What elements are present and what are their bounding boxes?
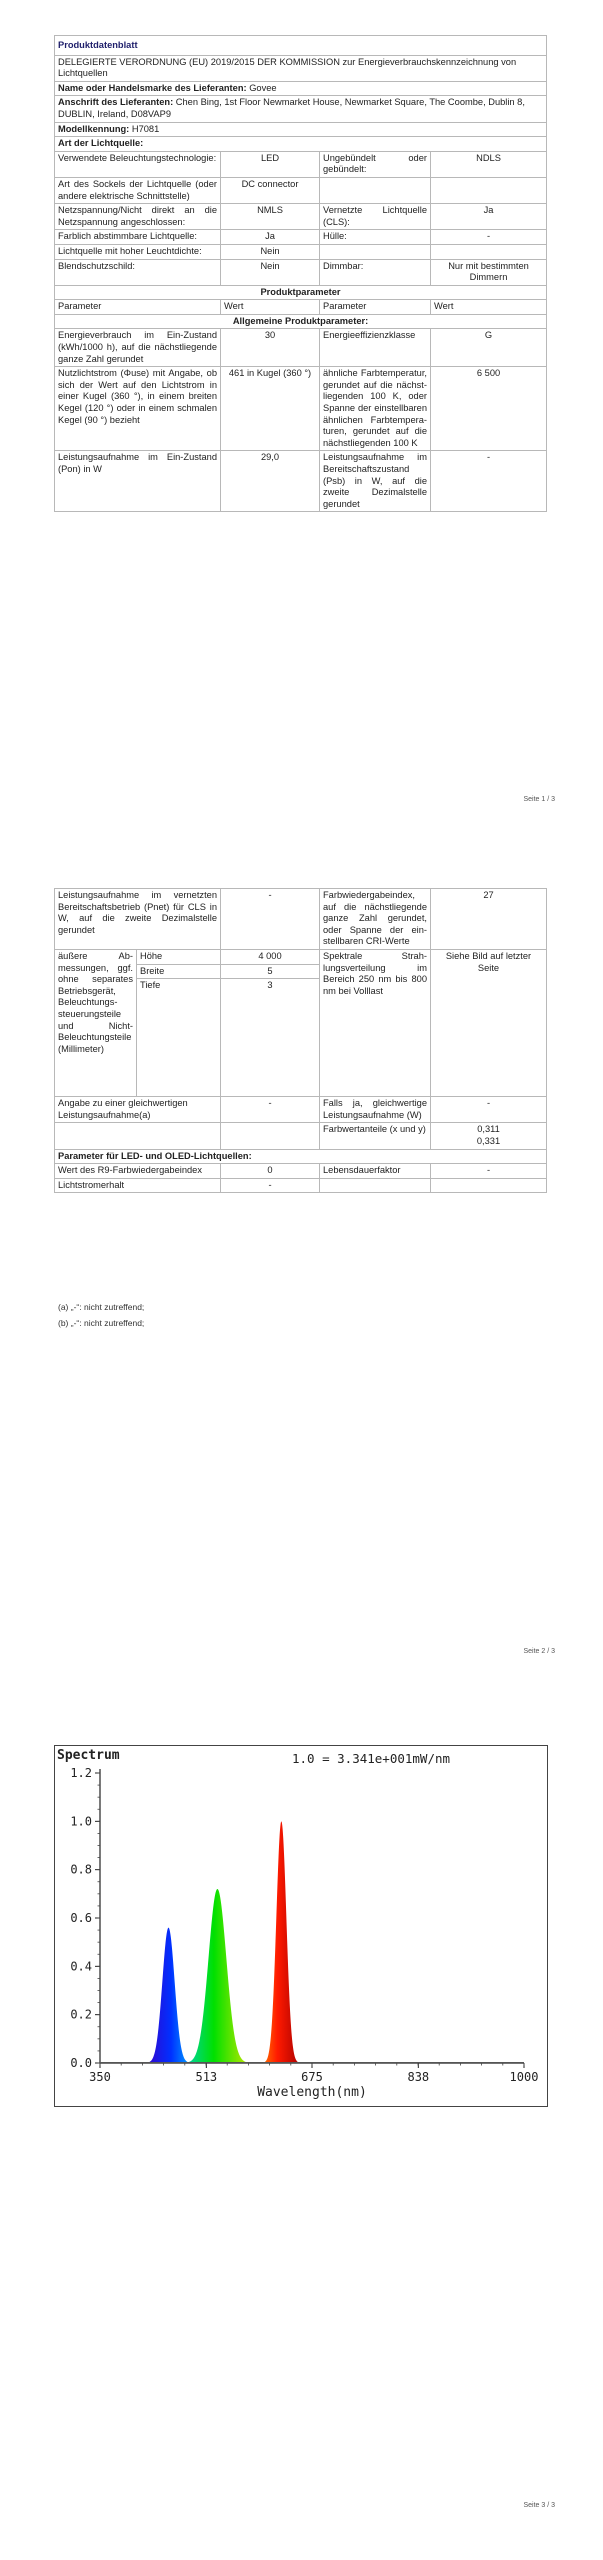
- row-label: [320, 177, 431, 203]
- param-label: Falls ja, gleichwertige Leistungsaufnahme (W): [320, 1097, 431, 1123]
- table-row: [55, 1178, 547, 1193]
- row-label: Dimmbar:: [320, 259, 431, 285]
- param-value: Siehe Bild auf letzter Seite: [431, 949, 547, 1096]
- row-value: NDLS: [431, 151, 547, 177]
- column-header: Parameter: [55, 300, 221, 315]
- row-label: Art des Sockels der Lichtquelle (oder andere elektrische Schnittstelle): [55, 177, 221, 203]
- chart-border: [55, 1746, 548, 2107]
- chart-annotation: 1.0 = 3.341e+001mW/nm: [292, 1751, 451, 1766]
- supplier-name-value: Govee: [249, 82, 277, 93]
- row-value: LED: [221, 151, 320, 177]
- row-value: Nur mit bestimmten Dimmern: [431, 259, 547, 285]
- equivalent-power-label: Angabe zu einer gleichwertigen Leistungsaufnahme(a): [58, 1098, 188, 1120]
- table-row: [55, 1164, 547, 1179]
- supplier-name-row: [55, 81, 547, 96]
- row-label: Lichtquelle mit hoher Leuchtdichte:: [55, 244, 221, 259]
- column-header: Wert: [221, 300, 320, 315]
- row-label: Blendschutzschild:: [55, 259, 221, 285]
- model-value: H7081: [131, 123, 160, 134]
- dimensions-label: äußere Abmessungen, ggf. ohne separates Betriebsgerät, Beleuchtungssteuerungsteile und Nicht-Beleuchtungsteile (Millimeter): [55, 949, 137, 1096]
- table-row: [55, 1097, 547, 1123]
- param-value: -: [221, 889, 320, 950]
- param-label: [55, 1097, 221, 1123]
- table-row: [55, 451, 547, 512]
- height-value: 4 000: [221, 949, 320, 964]
- param-label: Farbwertanteile (x und y): [320, 1123, 431, 1149]
- x-tick-label: 675: [301, 2070, 323, 2084]
- x-tick-label: 1000: [509, 2070, 539, 2084]
- param-value: -: [431, 1097, 547, 1123]
- param-label: Lichtstromerhalt: [55, 1178, 221, 1193]
- param-value: G: [431, 329, 547, 367]
- table-row: [55, 949, 547, 964]
- row-label: Farblich abstimmbare Lichtquelle:: [55, 230, 221, 245]
- y-tick-label: 0.8: [70, 1862, 92, 1877]
- depth-value: 3: [221, 979, 320, 1097]
- y-tick-label: 0.6: [70, 1911, 92, 1925]
- row-label: Netzspannung/Nicht direkt an die Netzspannung angeschlossen:: [55, 204, 221, 230]
- table-row: [55, 259, 547, 285]
- param-value: 6 500: [431, 367, 547, 451]
- table-row: [55, 1123, 547, 1149]
- page-title: Produktdatenblatt: [55, 36, 547, 56]
- row-value: Ja: [431, 204, 547, 230]
- x-tick-label: 838: [407, 2070, 430, 2084]
- product-data-sheet-table: [54, 35, 547, 512]
- chromaticity-y: 0,331: [476, 1135, 501, 1146]
- row-value: Nein: [221, 259, 320, 285]
- param-label: ähnliche Farbtemperatur, gerundet auf die nächstliegenden 100 K, oder Spanne der einstellbaren ähnlichen Farbtemperaturen, gerundet auf die nächstliegenden 100 K: [320, 367, 431, 451]
- spectrum-chart: [54, 1745, 548, 2107]
- empty-cell: [221, 1123, 320, 1149]
- row-label: Hülle:: [320, 230, 431, 245]
- y-tick-label: 0.0: [70, 2056, 92, 2070]
- supplier-address-value: Chen Bing, 1st Floor Newmarket House, Newmarket Square, The Coombe, Dublin 8, DUBLIN, Ireland, D08VAP9: [58, 97, 525, 119]
- param-value: -: [221, 1097, 320, 1123]
- x-tick-label: 513: [195, 2070, 218, 2084]
- empty-cell: [55, 1123, 221, 1149]
- chromaticity-x: 0,311: [477, 1124, 500, 1135]
- column-header: Parameter: [320, 300, 431, 315]
- page-1: [0, 0, 603, 820]
- table-row: [55, 230, 547, 245]
- x-tick-label: 350: [89, 2070, 111, 2084]
- spectrum-chart-svg: [54, 1745, 548, 2107]
- param-value: 29,0: [221, 451, 320, 512]
- model-label: Modellkennung:: [58, 123, 130, 134]
- param-label: Lebensdauerfaktor: [320, 1164, 431, 1179]
- param-label: Nutzlichtstrom (Φuse) mit Angabe, ob sich der Wert auf den Lichtstrom in einer Kugel (360 °), in einem breiten Kegel (120 °) oder in einem schmalen Kegel (90 °) bezieht: [55, 367, 221, 451]
- supplier-address-label: Anschrift des Lieferanten:: [58, 97, 174, 108]
- y-tick-label: 1.2: [70, 1766, 92, 1780]
- param-value: 461 in Kugel (360 °): [221, 367, 320, 451]
- page-footer: Seite 1 / 3: [523, 796, 555, 803]
- column-header: Wert: [431, 300, 547, 315]
- led-section-heading: Parameter für LED- und OLED-Lichtquellen:: [55, 1149, 547, 1164]
- product-parameters-heading: Produktparameter: [55, 285, 547, 300]
- param-value: [431, 1123, 547, 1149]
- page-2: [0, 850, 603, 1680]
- row-label: [320, 244, 431, 259]
- supplier-address-row: [55, 96, 547, 122]
- y-tick-label: 0.4: [70, 1959, 92, 1974]
- row-value: DC connector: [221, 177, 320, 203]
- depth-label: Tiefe: [137, 979, 221, 1097]
- x-axis-label: Wavelength(nm): [257, 2085, 367, 2100]
- table-row: [55, 151, 547, 177]
- row-value: Nein: [221, 244, 320, 259]
- param-label: Leistungsaufnahme im Ein-Zustand (Pon) in W: [55, 451, 221, 512]
- page-footer: Seite 2 / 3: [523, 1648, 555, 1655]
- page-footer: Seite 3 / 3: [523, 2502, 555, 2509]
- table-header-row: [55, 300, 547, 315]
- general-parameters-heading: Allgemeine Produktparameter:: [55, 314, 547, 329]
- row-label: Ungebündelt oder gebündelt:: [320, 151, 431, 177]
- light-source-type-heading: Art der Lichtquelle:: [55, 137, 547, 152]
- param-label: Farbwiedergabeindex, auf die nächstliegende ganze Zahl gerundet, oder Spanne der einstellbaren CRI-Werte: [320, 889, 431, 950]
- table-row: [55, 367, 547, 451]
- table-row: [55, 329, 547, 367]
- param-label: Energieeffizienzklasse: [320, 329, 431, 367]
- table-row: [55, 204, 547, 230]
- param-value: 30: [221, 329, 320, 367]
- product-data-sheet-table-continued: [54, 888, 547, 1193]
- regulation-subtitle: DELEGIERTE VERORDNUNG (EU) 2019/2015 DER KOMMISSION zur Energieverbrauchskennzeichnung von Lichtquellen: [55, 55, 547, 81]
- param-label: Leistungsaufnahme im Bereitschaftszustand (Psb) in W, auf die zweite Dezimalstelle gerundet: [320, 451, 431, 512]
- row-label: Verwendete Beleuchtungstechnologie:: [55, 151, 221, 177]
- width-label: Breite: [137, 964, 221, 979]
- width-value: 5: [221, 964, 320, 979]
- height-label: Höhe: [137, 949, 221, 964]
- supplier-name-label: Name oder Handelsmarke des Lieferanten:: [58, 82, 247, 93]
- row-label: Vernetzte Lichtquelle (CLS):: [320, 204, 431, 230]
- chart-title: Spectrum: [57, 1748, 120, 1763]
- row-value: NMLS: [221, 204, 320, 230]
- param-label: Wert des R9-Farbwiedergabeindex: [55, 1164, 221, 1179]
- y-tick-label: 1.0: [70, 1814, 92, 1829]
- empty-cell: [320, 1178, 431, 1193]
- param-label: Energieverbrauch im Ein-Zustand (kWh/1000 h), auf die nächstliegende ganze Zahl gerundet: [55, 329, 221, 367]
- param-label: Spektrale Strahlungsverteilung im Bereich 250 nm bis 800 nm bei Volllast: [320, 949, 431, 1096]
- param-value: 27: [431, 889, 547, 950]
- footnote: (a) „-“: nicht zutreffend;: [58, 1302, 145, 1312]
- row-value: [431, 177, 547, 203]
- y-tick-label: 0.2: [70, 2007, 92, 2022]
- param-value: -: [221, 1178, 320, 1193]
- row-value: -: [431, 230, 547, 245]
- param-value: 0: [221, 1164, 320, 1179]
- param-value: -: [431, 1164, 547, 1179]
- table-row: [55, 244, 547, 259]
- footnote: (b) „-“: nicht zutreffend;: [58, 1318, 145, 1328]
- param-label: Leistungsaufnahme im vernetzten Bereitschaftsbetrieb (Pnet) für CLS in W, auf die zweite Dezimalstelle gerundet: [55, 889, 221, 950]
- table-row: [55, 177, 547, 203]
- table-row: [55, 889, 547, 950]
- model-row: [55, 122, 547, 137]
- empty-cell: [431, 1178, 547, 1193]
- row-value: [431, 244, 547, 259]
- param-value: -: [431, 451, 547, 512]
- row-value: Ja: [221, 230, 320, 245]
